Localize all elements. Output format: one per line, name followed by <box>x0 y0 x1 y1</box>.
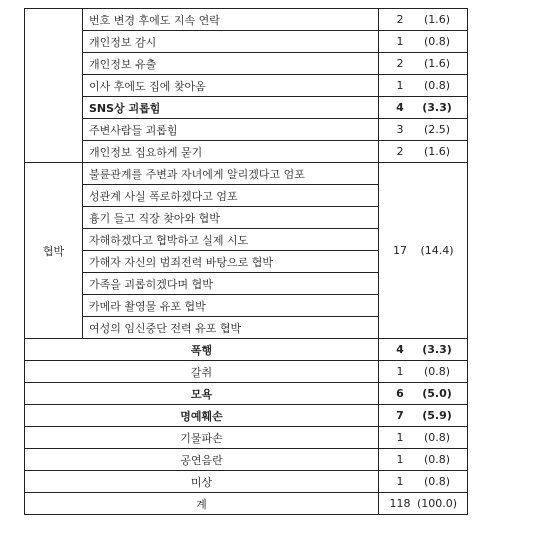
table-row <box>25 75 468 97</box>
percent-value: (5.0) <box>422 387 452 400</box>
percent-value: (0.8) <box>423 453 451 466</box>
item-label: 여성의 임신중단 전력 유포 협박 <box>83 317 379 339</box>
total-count-cell <box>379 493 468 515</box>
count-cell <box>379 449 468 471</box>
count-cell <box>379 471 468 493</box>
percent-value: (2.5) <box>423 123 451 136</box>
table-row <box>25 9 468 31</box>
count-value: 1 <box>396 475 404 488</box>
item-label: 개인정보 유출 <box>83 53 379 75</box>
item-label: 성관계 사실 폭로하겠다고 엄포 <box>83 185 379 207</box>
percent-value: (5.9) <box>422 409 452 422</box>
count-value: 2 <box>396 145 404 158</box>
table-row <box>25 31 468 53</box>
item-label: 가족을 괴롭히겠다며 협박 <box>83 273 379 295</box>
item-label: SNS상 괴롭힘 <box>83 97 379 119</box>
percent-value: (3.3) <box>422 343 452 356</box>
category-label: 명예훼손 <box>25 405 379 427</box>
item-label: 자해하겠다고 협박하고 실제 시도 <box>83 229 379 251</box>
count-value: 1 <box>396 79 404 92</box>
percent-value: (3.3) <box>422 101 452 114</box>
item-label: 카메라 촬영물 유포 협박 <box>83 295 379 317</box>
item-label: 번호 변경 후에도 지속 연락 <box>83 9 379 31</box>
table-row <box>25 163 468 185</box>
count-cell <box>379 75 468 97</box>
count-cell <box>379 97 468 119</box>
total-percent-value: (100.0) <box>416 497 458 510</box>
total-label: 계 <box>25 493 379 515</box>
count-cell <box>379 383 468 405</box>
table-row <box>25 471 468 493</box>
count-cell <box>379 339 468 361</box>
table-row <box>25 53 468 75</box>
statistics-table <box>24 8 468 515</box>
category-label: 갈취 <box>25 361 379 383</box>
item-label: 개인정보 집요하게 묻기 <box>83 141 379 163</box>
percent-value: (0.8) <box>423 365 451 378</box>
count-value: 17 <box>393 244 407 257</box>
table-row <box>25 427 468 449</box>
percent-value: (0.8) <box>423 431 451 444</box>
category-label: 모욕 <box>25 383 379 405</box>
count-value: 2 <box>396 13 404 26</box>
percent-value: (0.8) <box>423 79 451 92</box>
count-value: 1 <box>396 431 404 444</box>
count-value: 2 <box>396 57 404 70</box>
table-row <box>25 449 468 471</box>
table-row <box>25 119 468 141</box>
count-cell <box>379 427 468 449</box>
item-label: 불륜관계를 주변과 자녀에게 알리겠다고 엄포 <box>83 163 379 185</box>
category-cell-harassment <box>25 9 83 163</box>
count-cell <box>379 361 468 383</box>
percent-value: (0.8) <box>423 35 451 48</box>
item-label: 가해자 자신의 범죄전력 바탕으로 협박 <box>83 251 379 273</box>
item-label: 주변사람들 괴롭힘 <box>83 119 379 141</box>
table-row <box>25 97 468 119</box>
item-label: 이사 후에도 집에 찾아옴 <box>83 75 379 97</box>
count-cell <box>379 163 468 339</box>
table-row <box>25 383 468 405</box>
count-cell <box>379 405 468 427</box>
count-value: 1 <box>396 453 404 466</box>
count-cell <box>379 9 468 31</box>
count-value: 4 <box>396 343 404 356</box>
category-label: 미상 <box>25 471 379 493</box>
total-row <box>25 493 468 515</box>
total-count-value: 118 <box>389 497 411 510</box>
count-value: 1 <box>396 35 404 48</box>
table-row <box>25 405 468 427</box>
table-row <box>25 339 468 361</box>
count-cell <box>379 141 468 163</box>
category-label: 공연음란 <box>25 449 379 471</box>
count-cell <box>379 119 468 141</box>
table-row <box>25 361 468 383</box>
count-value: 3 <box>396 123 404 136</box>
item-label: 개인정보 감시 <box>83 31 379 53</box>
count-value: 1 <box>396 365 404 378</box>
category-label: 기물파손 <box>25 427 379 449</box>
count-value: 7 <box>396 409 404 422</box>
count-cell <box>379 53 468 75</box>
percent-value: (0.8) <box>423 475 451 488</box>
item-label: 흉기 들고 직장 찾아와 협박 <box>83 207 379 229</box>
table-row <box>25 141 468 163</box>
category-cell-threat: 협박 <box>25 163 83 339</box>
count-value: 6 <box>396 387 404 400</box>
count-cell <box>379 31 468 53</box>
category-label: 폭행 <box>25 339 379 361</box>
percent-value: (1.6) <box>423 13 451 26</box>
count-value: 4 <box>396 101 404 114</box>
percent-value: (1.6) <box>423 57 451 70</box>
percent-value: (1.6) <box>423 145 451 158</box>
percent-value: (14.4) <box>420 244 454 257</box>
